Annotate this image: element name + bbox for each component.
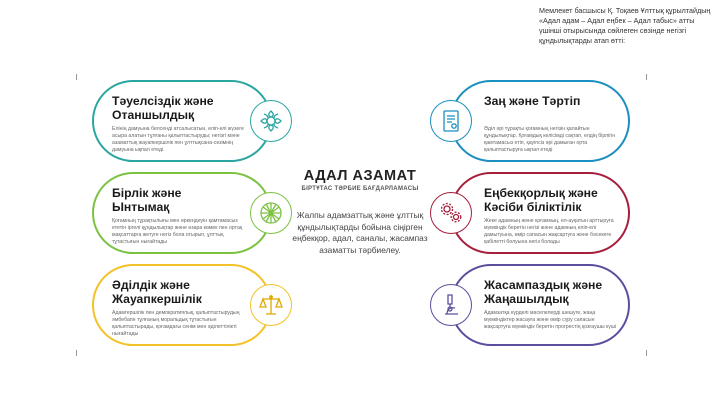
- card-description: Елінің дамуына белсенді атсалысатын, еліп-елі жүзеге асыра алатын тұлғаны қалыптастыруды; негізгі мәне азаматтық жауапкершілік пен ұлттықсана-сезімнің дамуына ықпал етеді.: [112, 126, 244, 153]
- gears-icon: [430, 192, 472, 234]
- quote-text: Мемлекет басшысы Қ. Тоқаев Ұлттық құрылтайдың «Адал адам – Адал еңбек – Адал табыс» атты үшінші отырысында сөйлеген сөзінде негізгі құндылықтарды атап өтті:: [539, 6, 711, 45]
- card-title: Әділдік және Жауапкершілік: [112, 278, 202, 306]
- card-description: Әділ әрі тұрақты қоғамның негізін қалайтын құндылықтар. Қоғамдық келісімді сақтап, елдің бірлігін қамтамасыз етіп, қауіпсіз әрі дамыған орта қалыптастыруға ықпал етеді: [484, 126, 616, 153]
- frame-tick: [646, 74, 647, 80]
- center-subtitle: БІРТҰТАС ТӘРБИЕ БАҒДАРЛАМАСЫ: [301, 186, 419, 192]
- document-icon: [430, 100, 472, 142]
- center-title: АДАЛ АЗАМАТ: [303, 168, 417, 184]
- card-unity: [92, 172, 272, 254]
- card-title: Еңбекқорлық және Кәсіби біліктілік: [484, 186, 598, 214]
- frame-tick: [76, 74, 77, 80]
- frame-tick: [76, 350, 77, 356]
- card-title: Заң және Тәртіп: [484, 94, 581, 108]
- card-description: Жеке адамның және қоғамның, ел-ауқатын арттыруға мүмкіндік беретін негізі және адамның еліп-елі дамытуына, өмір сапасын жақсартуға және бәсекеге қабілетті болуына негіз болады: [484, 218, 614, 245]
- card-work: [450, 172, 630, 254]
- card-independence: [92, 80, 272, 162]
- card-description: Адамгершілік пен демократиялық, қалыптастырудың әмбебапн тұлғаның моральдық тұтастығын қалыптастырады, қоғамдағы сенім мен әділеттілікті нығайтады: [112, 310, 240, 337]
- frame-tick: [646, 350, 647, 356]
- microscope-icon: [430, 284, 472, 326]
- card-description: Қоғамның тұрақтылығы мен өркендеуін қамтамасыз ететін іргелі құндылықтар және өзара көмек пен ортақ мақсаттарға жетуге негіз бола отырып, ұлттық тұтастығын нығайтады: [112, 218, 243, 245]
- center-description: Жалпы адамзаттық және ұлттық құндылықтарды бойына сіңірген еңбекқор, адал, саналы, жасампаз азаматты тәрбиелеу.: [292, 210, 428, 255]
- card-description: Адамзатқа күрделі мәселелерді шешуге, жаңа мүмкіндіктер жасауға және өмір сүру сапасын жақсартуға мүмкіндік беретін прогрестің қозғаушы күші: [484, 310, 617, 330]
- card-law: [450, 80, 630, 162]
- card-title: Тәуелсіздік және Отаншылдық: [112, 94, 214, 122]
- card-justice: [92, 264, 272, 346]
- card-title: Бірлік және Ынтымақ: [112, 186, 182, 214]
- card-title: Жасампаздық және Жаңашылдық: [484, 278, 603, 306]
- scales-icon: [250, 284, 292, 326]
- card-creativity: [450, 264, 630, 346]
- lotus-icon: [250, 100, 292, 142]
